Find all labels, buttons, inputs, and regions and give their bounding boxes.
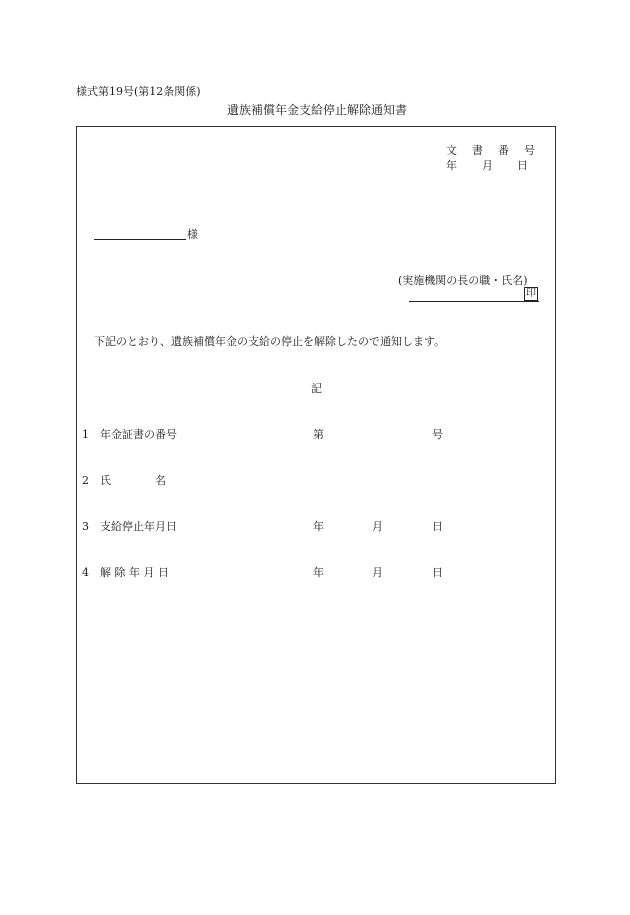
item-number: 3 [82,520,89,533]
item-label: 支給停止年月日 [100,520,177,533]
item-value-first: 年 [313,520,324,533]
item-value-second: 月 [372,520,383,533]
item-label: 解 除 年 月 日 [100,566,169,579]
item-value-first: 年 [313,566,324,579]
date-year: 年 [446,159,457,172]
item-value-third: 号 [432,428,443,441]
item-label: 氏 名 [100,474,166,487]
date-month: 月 [482,159,493,172]
issuer-label: (実施機関の長の職・氏名) [398,274,528,287]
body-text: 下記のとおり、遺族補償年金の支給の停止を解除したので通知します。 [94,335,446,348]
item-value-first: 第 [313,428,324,441]
item-value-third: 日 [432,520,443,533]
document-number-label: 文 書 番 号 [446,144,537,157]
form-number: 様式第19号(第12条関係) [76,85,201,98]
item-value-second: 月 [372,566,383,579]
seal-mark: 印 [526,288,536,299]
item-label: 年金証書の番号 [100,428,177,441]
item-number: 2 [82,474,89,487]
issuer-signature-line[interactable] [409,301,539,302]
ki-heading: 記 [311,382,322,395]
date-day: 日 [517,159,528,172]
document-title: 遺族補償年金支給停止解除通知書 [227,103,408,117]
item-number: 1 [82,428,89,441]
item-number: 4 [82,566,89,579]
form-frame [76,126,556,784]
item-value-third: 日 [432,566,443,579]
addressee-line[interactable] [94,239,186,240]
addressee-suffix: 様 [187,228,198,241]
